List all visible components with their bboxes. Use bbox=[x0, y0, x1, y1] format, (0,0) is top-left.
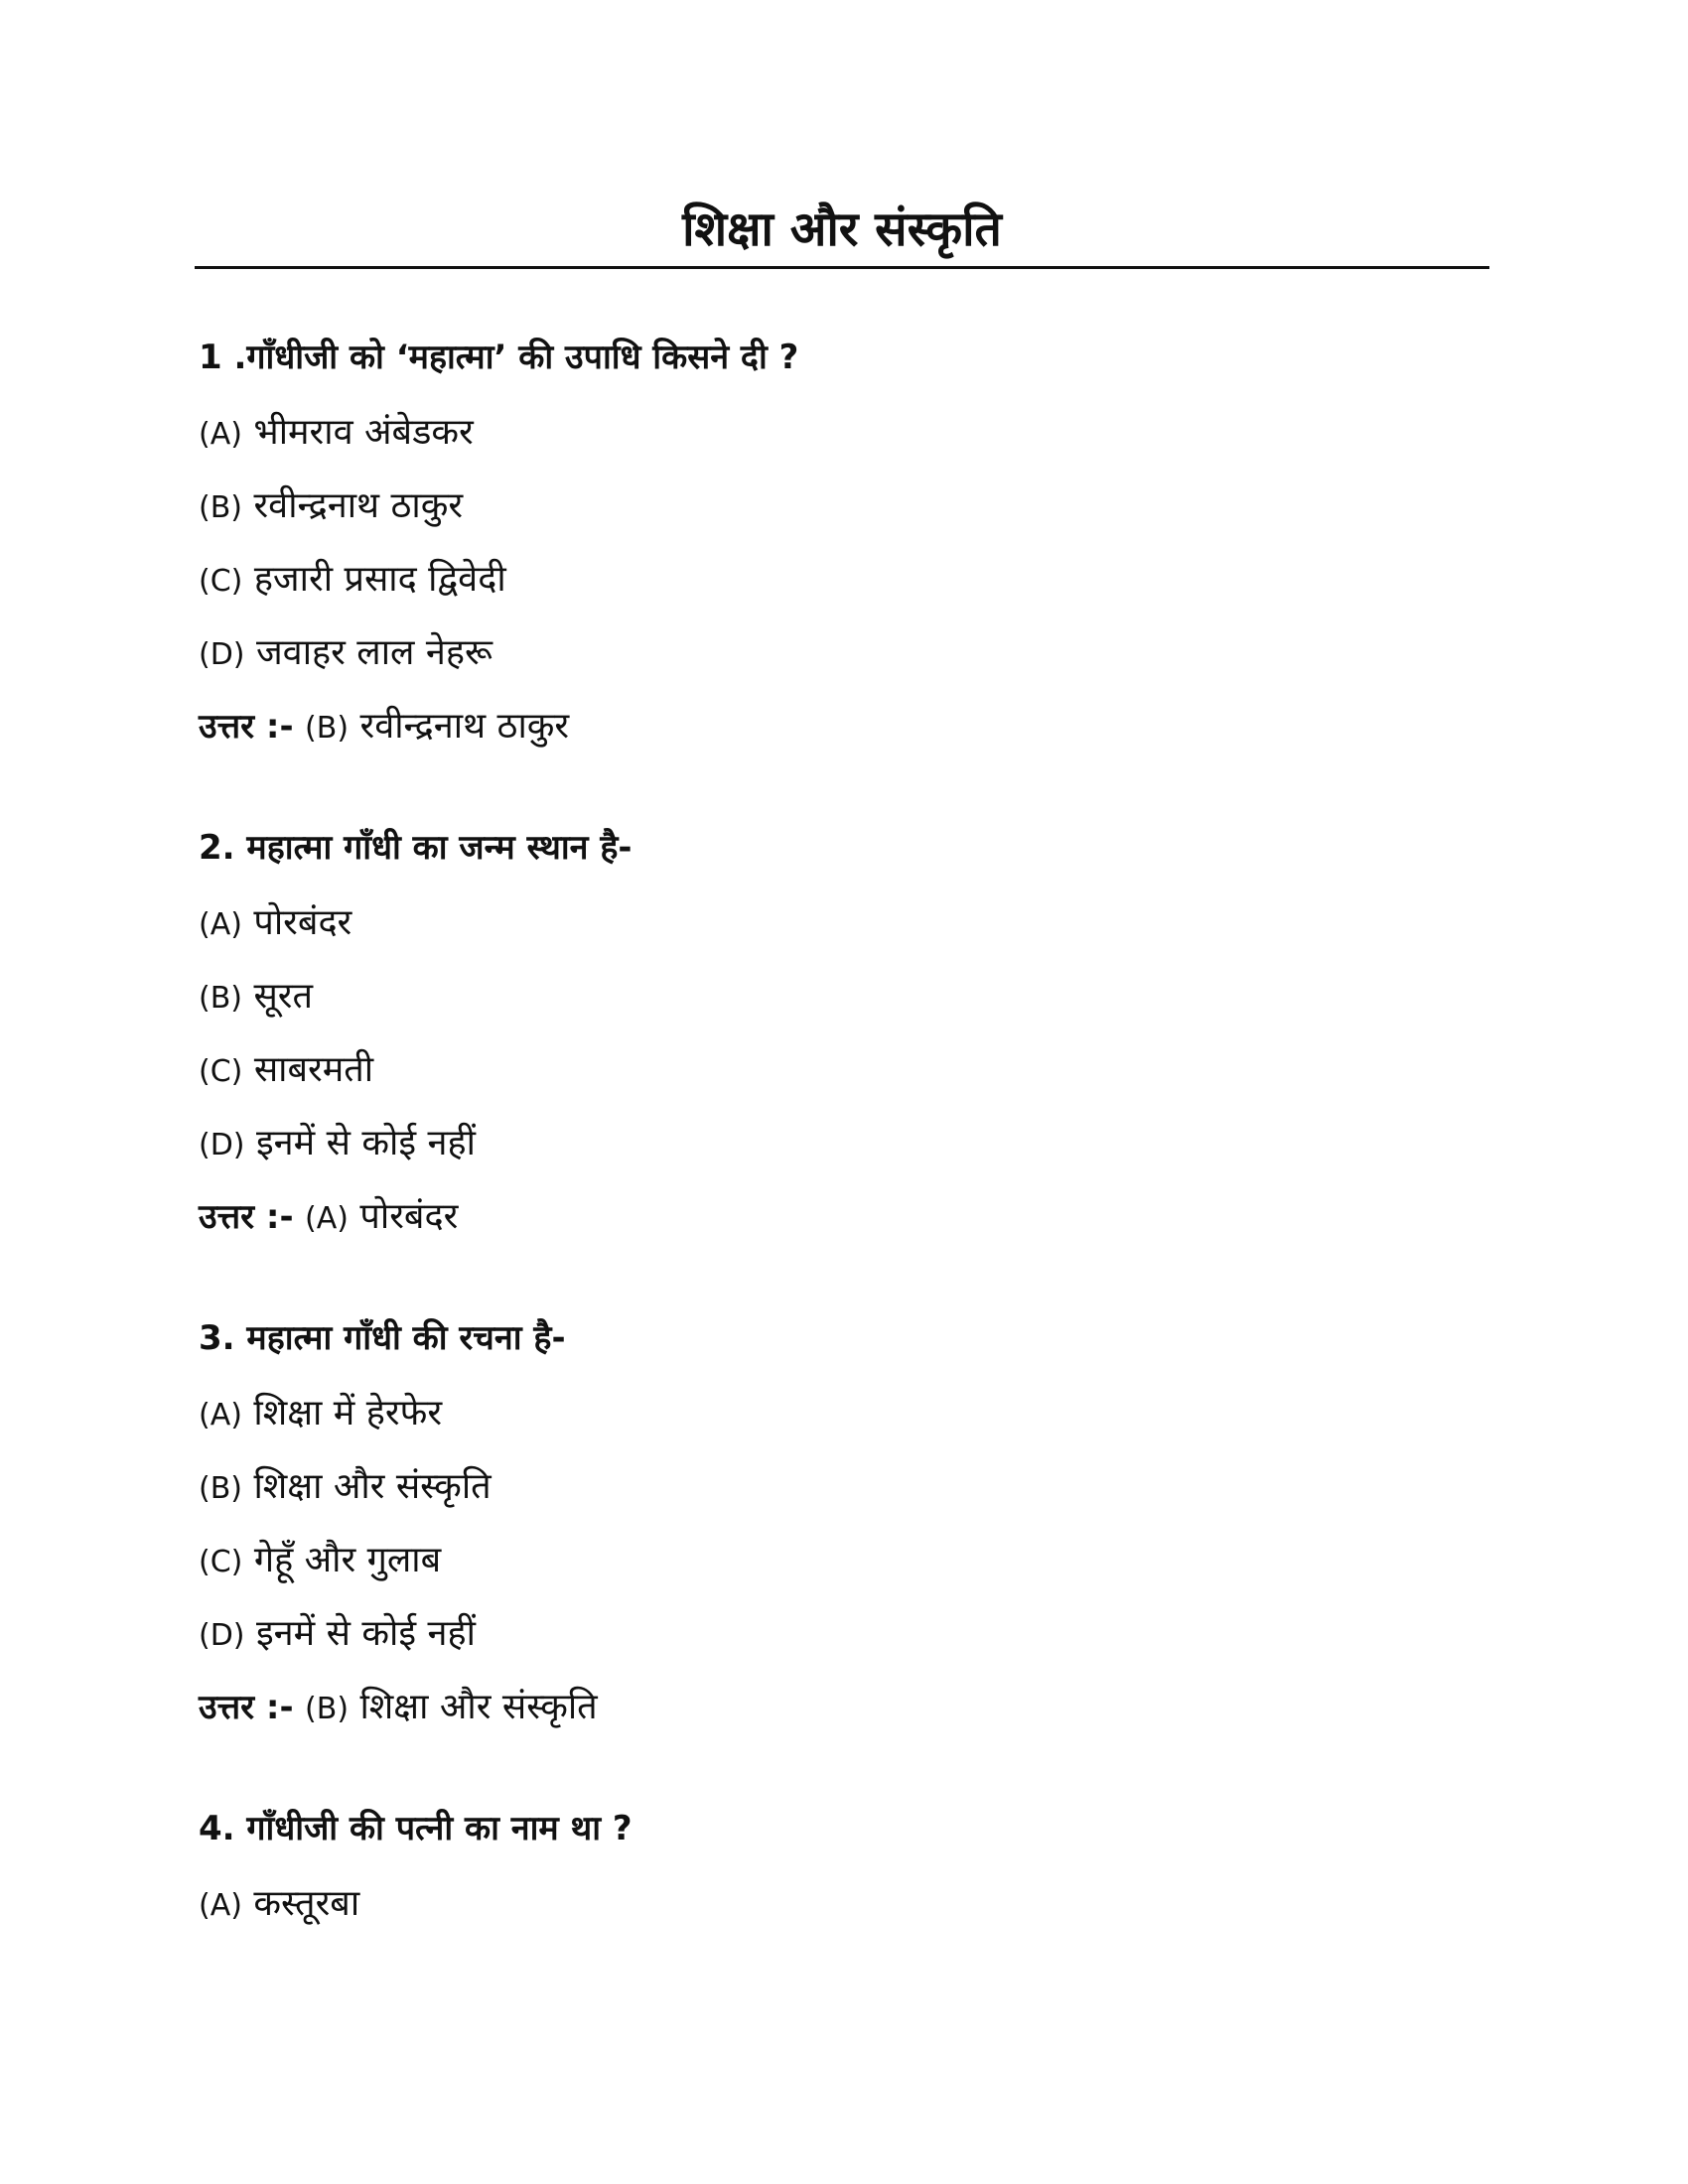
answer-letter: (B) bbox=[305, 1692, 350, 1726]
option-letter: (B) bbox=[199, 981, 242, 1016]
q3-option-d bbox=[199, 1610, 476, 1658]
option-text: जवाहर लाल नेहरू bbox=[255, 632, 492, 673]
answer-letter: (B) bbox=[305, 711, 350, 746]
option-text: गेहूँ और गुलाब bbox=[253, 1540, 442, 1580]
option-letter: (A) bbox=[199, 1888, 242, 1923]
answer-label: उत्तर :- bbox=[199, 1688, 294, 1727]
option-letter: (B) bbox=[199, 490, 242, 525]
option-letter: (A) bbox=[199, 1398, 242, 1433]
question-1: 1 .गाँधीजी को ‘महात्मा’ की उपाधि किसने दी ? bbox=[199, 338, 799, 377]
option-letter: (A) bbox=[199, 907, 242, 942]
option-letter: (D) bbox=[199, 1618, 245, 1653]
option-letter: (D) bbox=[199, 637, 245, 672]
option-letter: (C) bbox=[199, 564, 243, 599]
page-title: शिक्षा और संस्कृति bbox=[682, 202, 1002, 257]
q2-option-c bbox=[199, 1046, 373, 1094]
q1-option-b bbox=[199, 482, 463, 530]
q1-option-d bbox=[199, 629, 492, 677]
q2-answer bbox=[199, 1193, 458, 1241]
answer-letter: (A) bbox=[305, 1201, 349, 1236]
question-3: 3. महात्मा गाँधी की रचना है- bbox=[199, 1318, 566, 1358]
question-2: 2. महात्मा गाँधी का जन्म स्थान है- bbox=[199, 828, 633, 868]
q1-option-c bbox=[199, 556, 506, 604]
title-divider bbox=[195, 266, 1489, 269]
question-4: 4. गाँधीजी की पत्नी का नाम था ? bbox=[199, 1809, 633, 1848]
q3-answer bbox=[199, 1684, 598, 1731]
option-text: सूरत bbox=[253, 976, 314, 1017]
answer-label: उत्तर :- bbox=[199, 707, 294, 747]
answer-label: उत्तर :- bbox=[199, 1197, 294, 1237]
option-text: शिक्षा और संस्कृति bbox=[253, 1466, 492, 1507]
option-text: साबरमती bbox=[253, 1049, 374, 1090]
option-text: कस्तूरबा bbox=[253, 1883, 360, 1924]
option-text: पोरबंदर bbox=[253, 902, 352, 943]
q1-option-a bbox=[199, 409, 474, 457]
option-letter: (C) bbox=[199, 1054, 243, 1089]
option-letter: (A) bbox=[199, 417, 242, 452]
q2-option-a bbox=[199, 899, 352, 947]
q2-option-b bbox=[199, 973, 313, 1021]
option-text: इनमें से कोई नहीं bbox=[255, 1613, 476, 1654]
q3-option-c bbox=[199, 1537, 441, 1584]
q3-option-a bbox=[199, 1390, 442, 1437]
option-letter: (B) bbox=[199, 1471, 242, 1506]
option-letter: (C) bbox=[199, 1545, 243, 1579]
option-text: शिक्षा में हेरफेर bbox=[253, 1393, 443, 1433]
answer-text: शिक्षा और संस्कृति bbox=[359, 1687, 598, 1727]
option-letter: (D) bbox=[199, 1128, 245, 1162]
option-text: हजारी प्रसाद द्विवेदी bbox=[253, 559, 506, 600]
answer-text: पोरबंदर bbox=[359, 1196, 459, 1237]
q2-option-d bbox=[199, 1120, 476, 1167]
q3-option-b bbox=[199, 1463, 492, 1511]
answer-text: रवीन्द्रनाथ ठाकुर bbox=[359, 706, 570, 747]
q4-option-a bbox=[199, 1880, 359, 1928]
q1-answer bbox=[199, 703, 569, 751]
option-text: इनमें से कोई नहीं bbox=[255, 1123, 476, 1163]
option-text: भीमराव अंबेडकर bbox=[253, 412, 474, 453]
option-text: रवीन्द्रनाथ ठाकुर bbox=[253, 485, 464, 526]
